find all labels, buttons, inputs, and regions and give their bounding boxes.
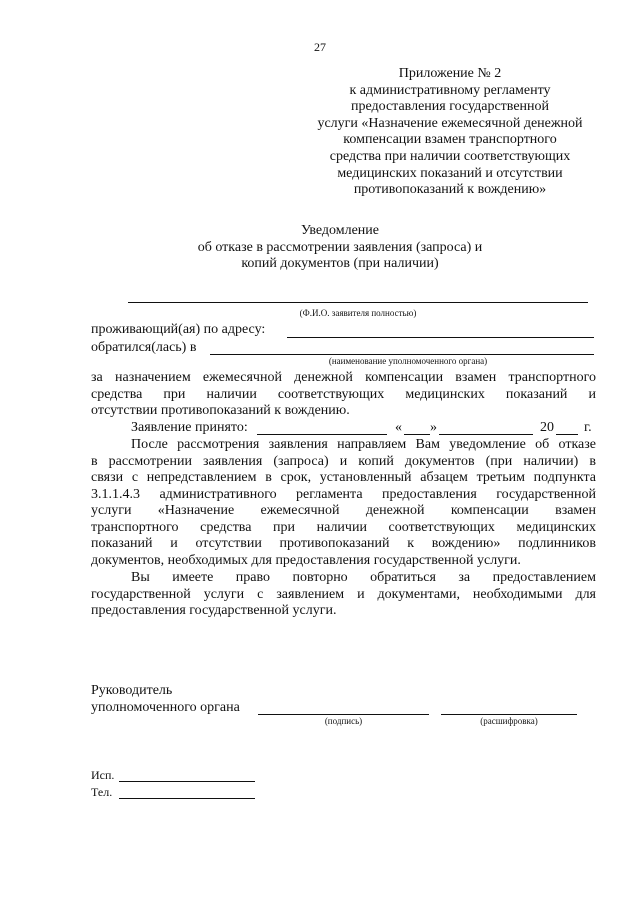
- head-label-line2: уполномоченного органа: [91, 700, 240, 715]
- tel-label: Тел.: [91, 785, 113, 799]
- decode-line[interactable]: [441, 714, 577, 715]
- head-label-line1: Руководитель: [91, 683, 173, 698]
- accepted-day-line[interactable]: [404, 434, 430, 435]
- isp-line[interactable]: [119, 781, 255, 782]
- notice-title-line: Уведомление: [300, 223, 379, 238]
- signature-line[interactable]: [258, 714, 429, 715]
- notice-title-line: об отказе в рассмотрении заявления (запроса) и: [197, 239, 483, 255]
- appendix-line: компенсации взамен транспортного: [343, 132, 557, 148]
- organ-hint: (наименование уполномоченного органа): [328, 356, 488, 366]
- signature-hint: (подпись): [324, 716, 363, 726]
- quote-open: «: [395, 420, 402, 435]
- year-prefix: 20: [540, 420, 554, 435]
- purpose-line: за назначением ежемесячной денежной компенсации взамен транспортного: [91, 370, 596, 385]
- appendix-line: к административному регламенту: [349, 82, 551, 98]
- isp-label: Исп.: [91, 768, 115, 782]
- body-line: документов, необходимых для предоставления государственной услуги.: [91, 552, 521, 568]
- body-line: транспортного средства при наличии соответствующих медицинских: [91, 519, 596, 535]
- appendix-line: Приложение № 2: [398, 66, 502, 81]
- year-suffix: г.: [584, 420, 592, 435]
- organ-line[interactable]: [210, 354, 594, 355]
- fio-line[interactable]: [128, 302, 588, 303]
- appendix-line: средства при наличии соответствующих: [329, 148, 571, 164]
- fio-hint: (Ф.И.О. заявителя полностью): [299, 308, 417, 318]
- body-line: в рассмотрении заявления (запроса) и копий документов (при наличии) в: [91, 453, 596, 469]
- page-number: 27: [314, 40, 326, 54]
- notice-title-line: копий документов (при наличии): [241, 256, 439, 272]
- body-line: показаний и отсутствии противопоказаний к вождению» подлинников: [91, 536, 596, 551]
- quote-close: »: [430, 420, 437, 435]
- address-label: проживающий(ая) по адресу:: [91, 322, 266, 337]
- body-line: связи с непредставлением в срок, установленный абзацем третьим подпункта: [91, 470, 596, 485]
- purpose-line: средства при наличии соответствующих медицинских показаний и: [91, 386, 596, 402]
- body-line: 3.1.1.4.3 административного регламента предоставления государственной: [91, 486, 596, 502]
- applied-label: обратился(лась) в: [91, 340, 197, 355]
- purpose-line: отсутствии противопоказаний к вождению.: [91, 403, 350, 418]
- body-line: После рассмотрения заявления направляем Вам уведомление об отказе: [131, 437, 596, 452]
- accepted-name-line[interactable]: [257, 434, 387, 435]
- appendix-line: предоставления государственной: [350, 99, 550, 115]
- right-line: Вы имеете право повторно обратиться за предоставлением: [131, 570, 596, 585]
- appendix-line: медицинских показаний и отсутствии: [337, 165, 563, 181]
- accepted-label: Заявление принято:: [131, 420, 248, 435]
- appendix-line: противопоказаний к вождению»: [353, 182, 547, 198]
- right-line: государственной услуги с заявлением и документами, необходимыми для: [91, 586, 596, 602]
- accepted-year-line[interactable]: [556, 434, 578, 435]
- right-line: предоставления государственной услуги.: [91, 603, 337, 618]
- tel-line[interactable]: [119, 798, 255, 799]
- appendix-header: [300, 66, 600, 199]
- right-paragraph: [91, 570, 596, 620]
- body-line: услуги «Назначение ежемесячной денежной компенсации взамен: [91, 503, 596, 518]
- appendix-line: услуги «Назначение ежемесячной денежной: [317, 115, 583, 131]
- accepted-month-line[interactable]: [439, 434, 533, 435]
- purpose-paragraph: [91, 370, 596, 420]
- decode-hint: (расшифровка): [480, 716, 538, 726]
- notice-title: [140, 223, 540, 273]
- body-paragraph: [91, 437, 596, 569]
- address-line[interactable]: [287, 337, 594, 338]
